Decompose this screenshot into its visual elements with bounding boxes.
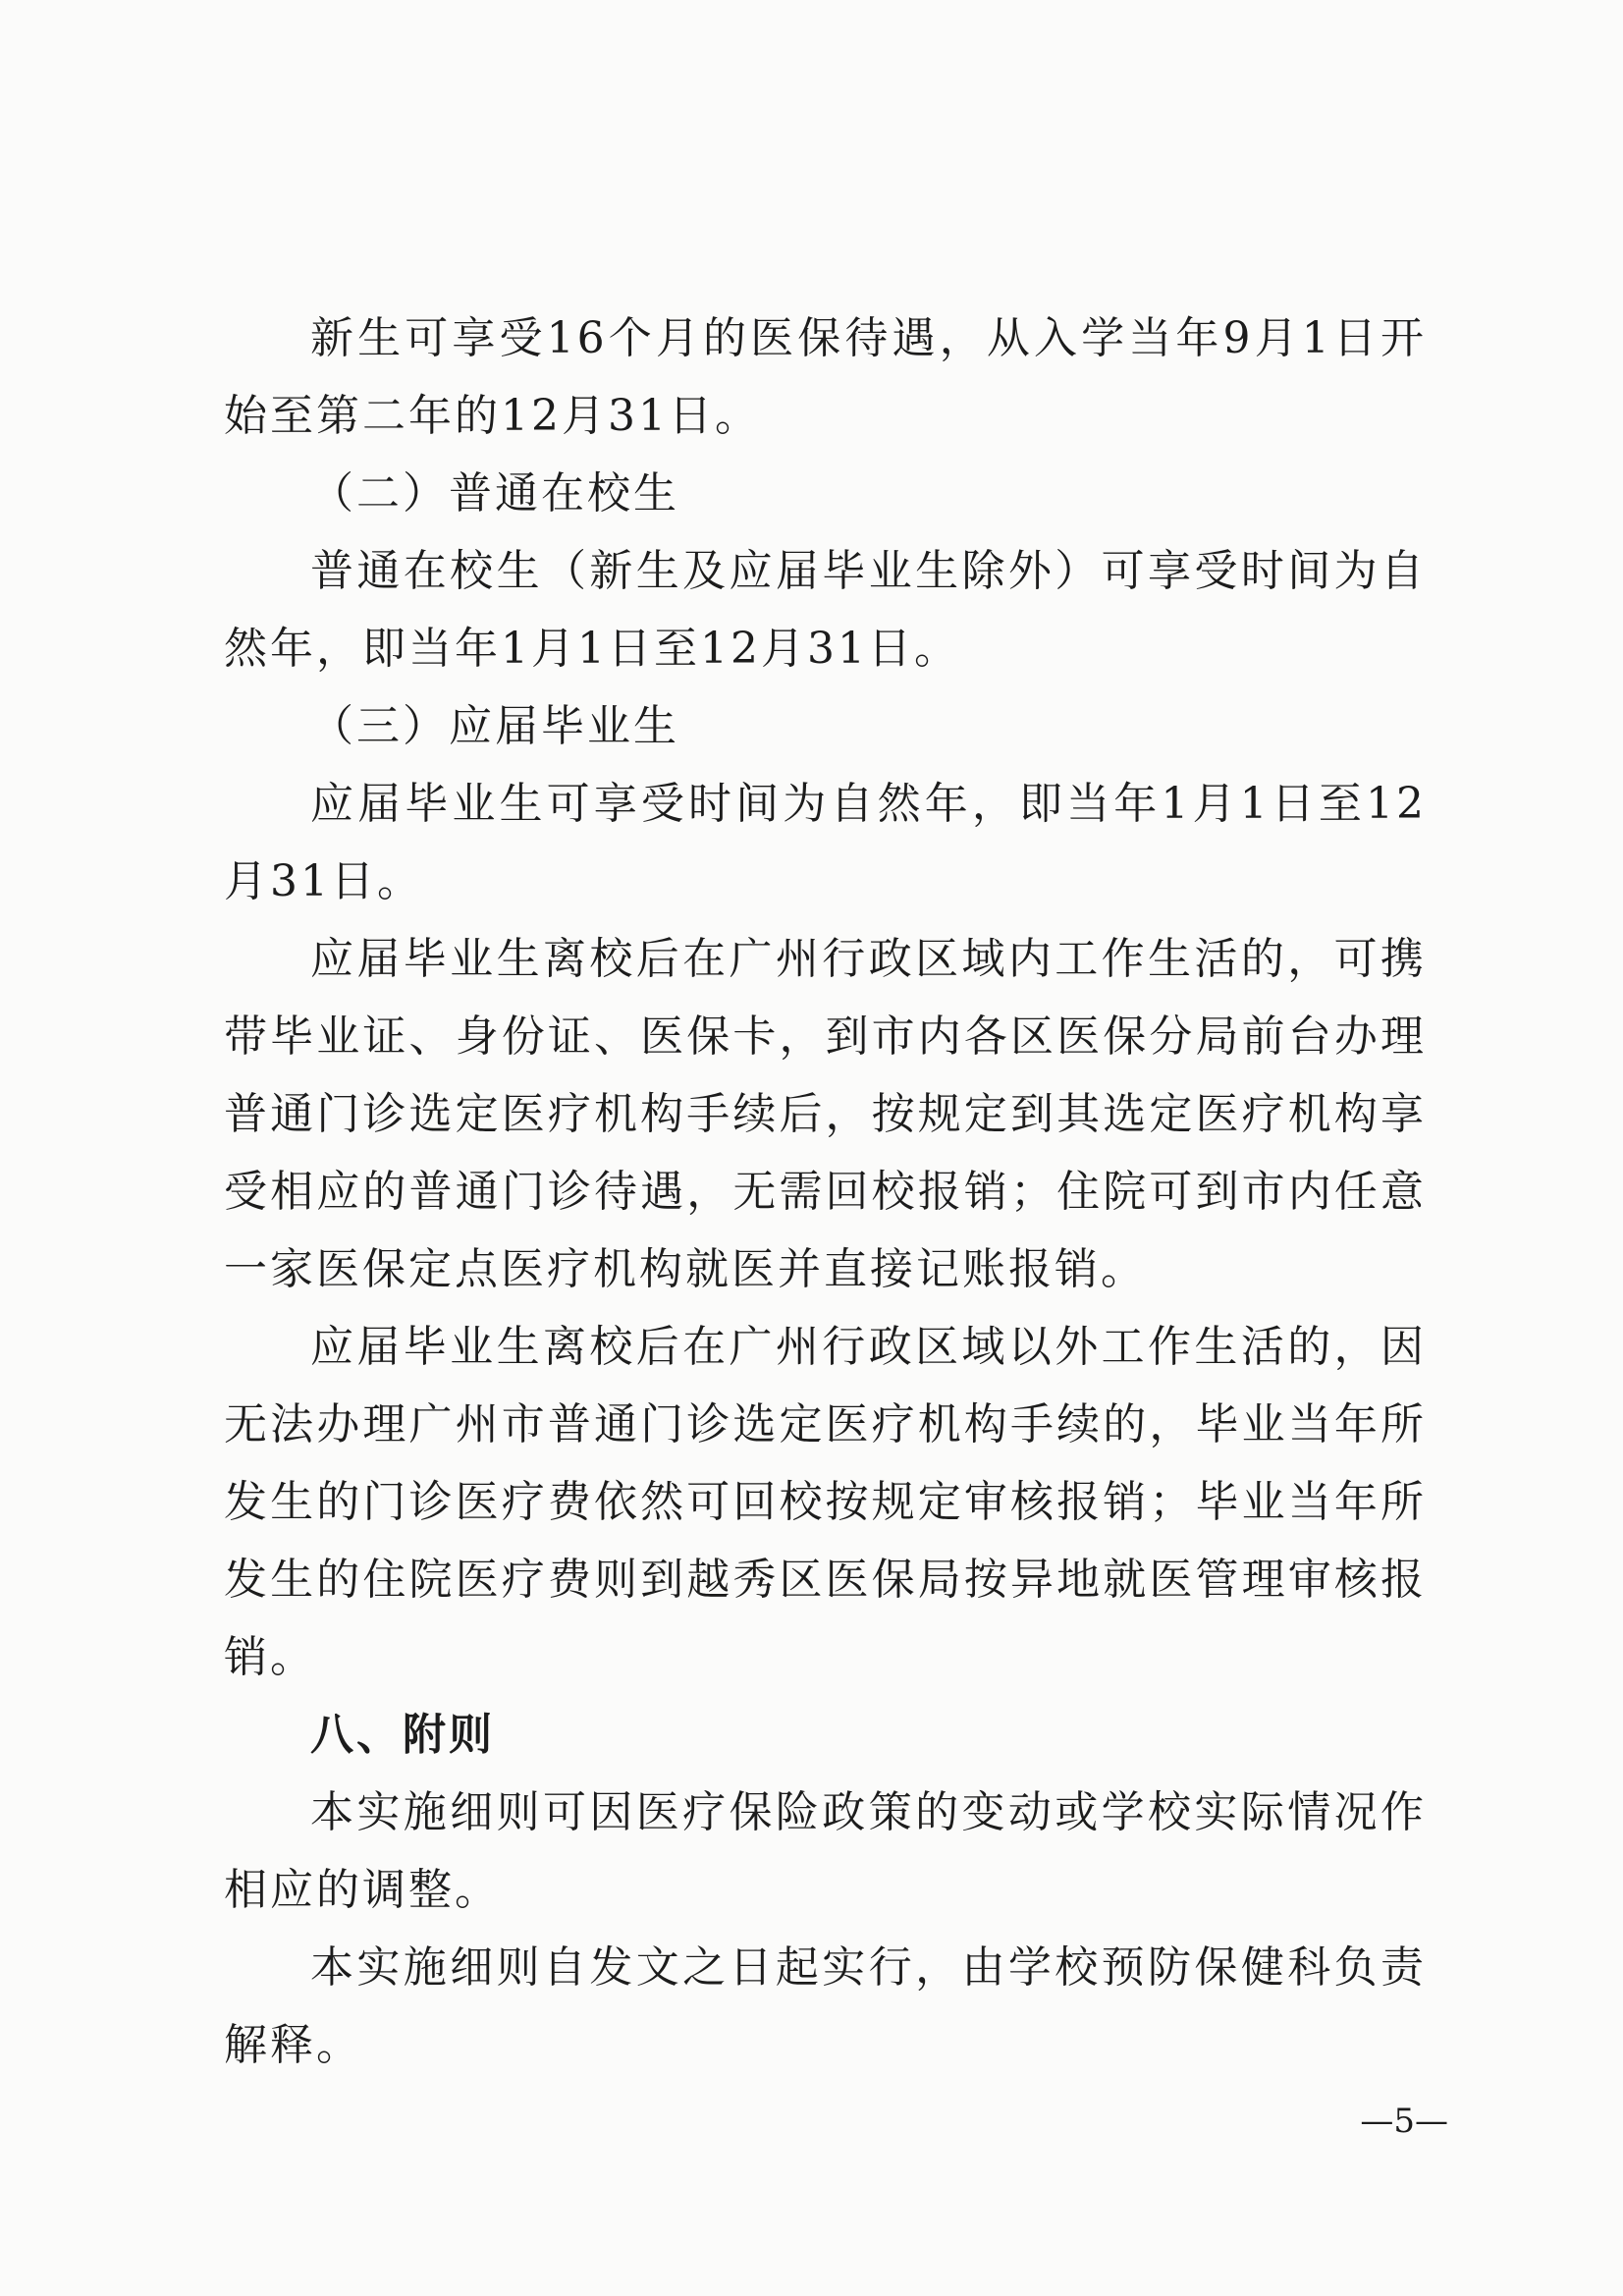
paragraph-new-students-period: 新生可享受16个月的医保待遇，从入学当年9月1日开始至第二年的12月31日。 [224, 313, 1427, 441]
paragraph-graduating-students-period: 应届毕业生可享受时间为自然年，即当年1月1日至12月31日。 [224, 779, 1427, 906]
page-number: —5— [1360, 2102, 1448, 2141]
paragraph-adjustment-clause: 本实施细则可因医疗保险政策的变动或学校实际情况作相应的调整。 [224, 1787, 1427, 1915]
heading-graduating-students: （三）应届毕业生 [310, 701, 679, 751]
paragraph-effective-clause: 本实施细则自发文之日起实行，由学校预防保健科负责解释。 [224, 1942, 1427, 2070]
heading-regular-students: （二）普通在校生 [310, 468, 679, 519]
document-body [224, 300, 1427, 2084]
heading-supplementary-provisions: 八、附则 [310, 1710, 495, 1760]
paragraph-graduates-within-guangzhou: 应届毕业生离校后在广州行政区域内工作生活的，可携带毕业证、身份证、医保卡，到市内各区医保分局前台办理普通门诊选定医疗机构手续后，按规定到其选定医疗机构享受相应的普通门诊待遇，无需回校报销；住院可到市内任意一家医保定点医疗机构就医并直接记账报销。 [224, 934, 1427, 1294]
paragraph-regular-students-period: 普通在校生（新生及应届毕业生除外）可享受时间为自然年，即当年1月1日至12月31日。 [224, 546, 1427, 674]
paragraph-graduates-outside-guangzhou: 应届毕业生离校后在广州行政区域以外工作生活的，因无法办理广州市普通门诊选定医疗机构手续的，毕业当年所发生的门诊医疗费依然可回校按规定审核报销；毕业当年所发生的住院医疗费则到越秀区医保局按异地就医管理审核报销。 [224, 1322, 1427, 1682]
